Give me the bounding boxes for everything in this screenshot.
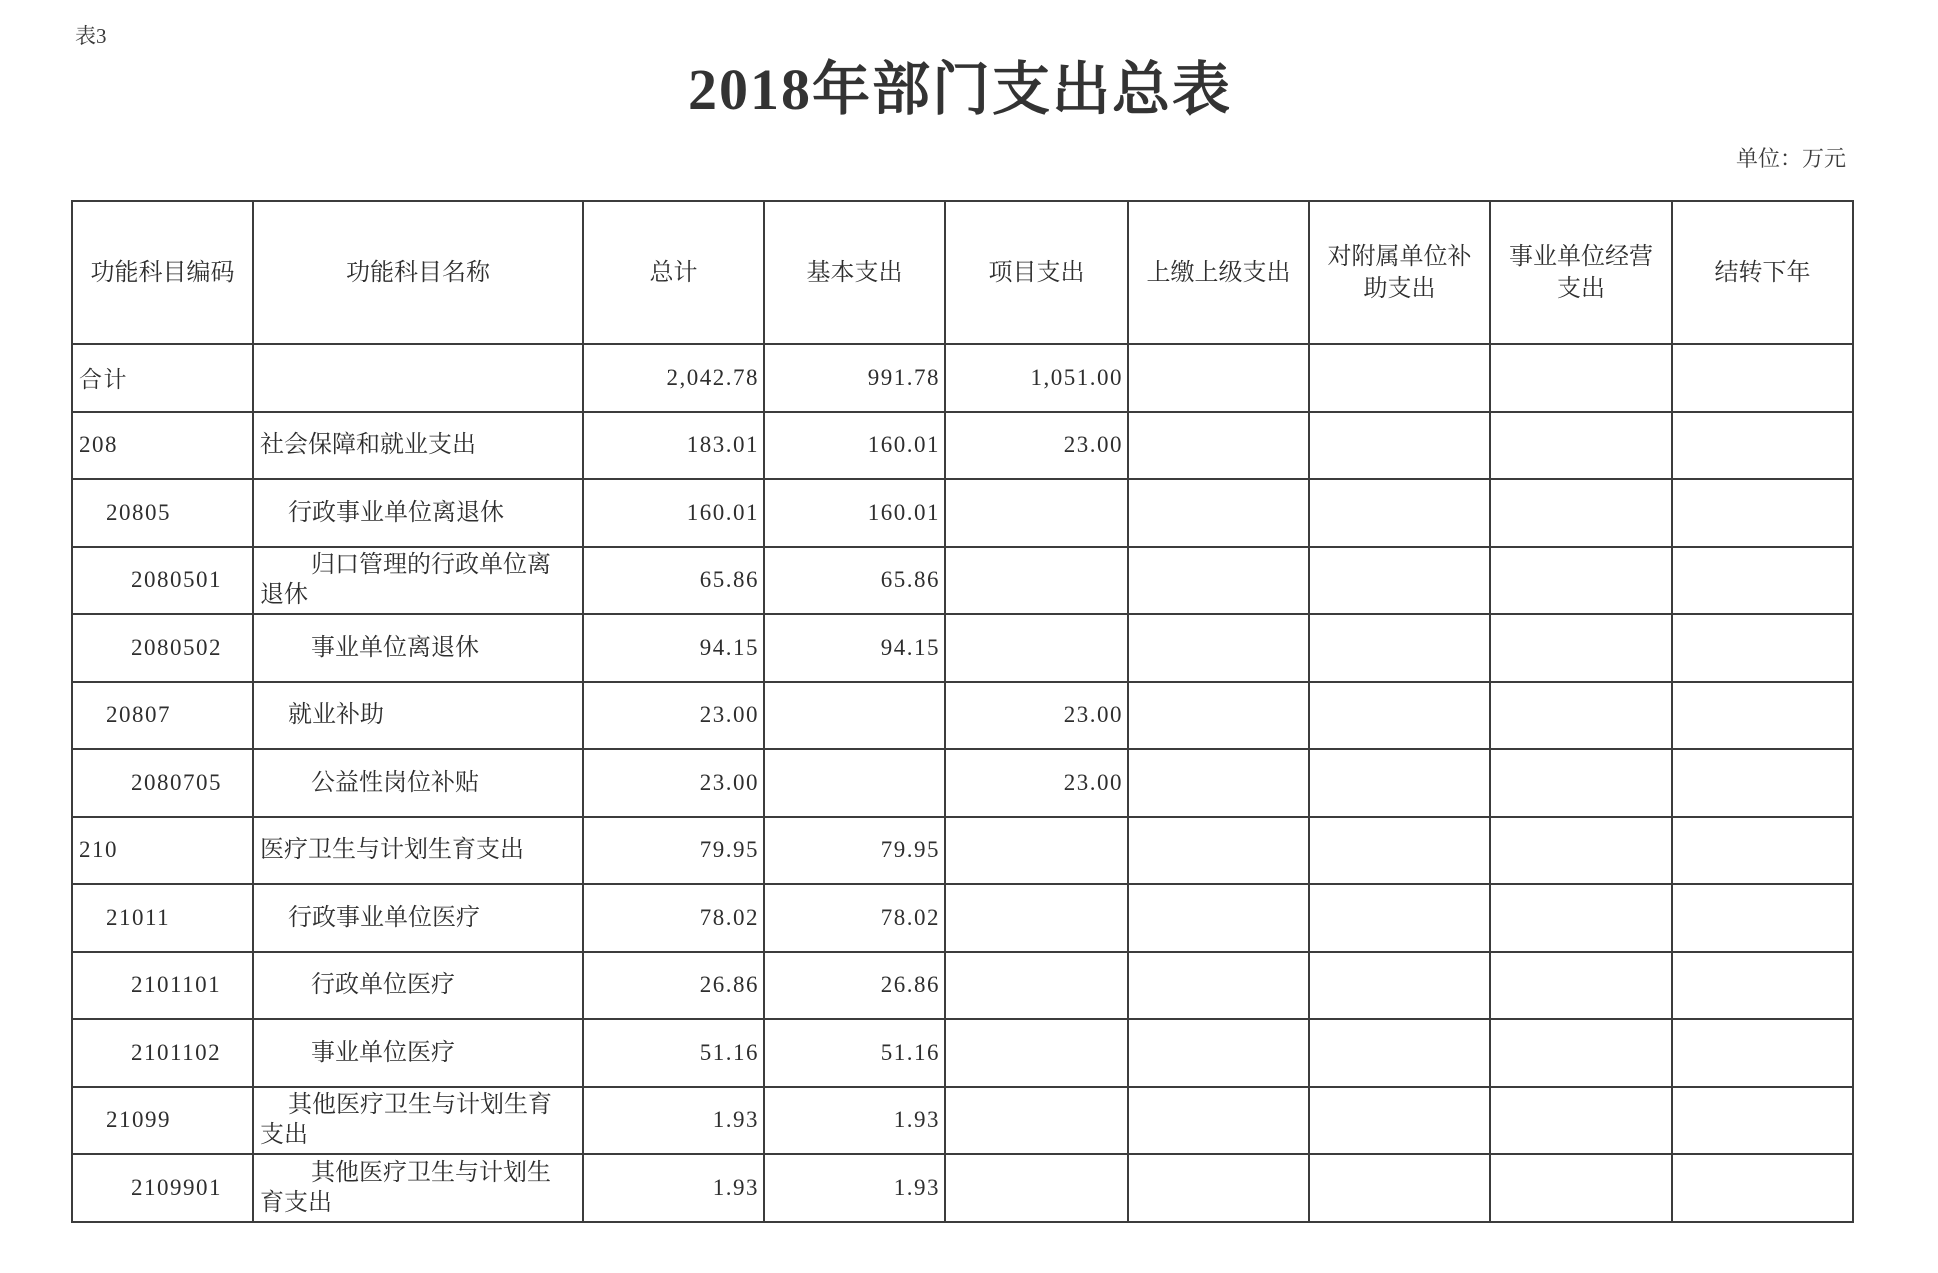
cell-function-name: 公益性岗位补贴 [253,749,583,817]
cell-function-code: 210 [72,817,253,885]
cell-subsidy-to-affiliates [1309,479,1490,547]
cell-project-expenditure [945,1154,1128,1222]
cell-total: 65.86 [583,547,764,615]
cell-business-expenditure [1490,614,1672,682]
cell-function-name: 行政事业单位医疗 [253,884,583,952]
cell-basic-expenditure: 79.95 [764,817,945,885]
header-total-label: 总计 [649,259,698,286]
cell-remit-to-superior [1128,1019,1309,1087]
cell-carryover [1672,412,1853,480]
cell-basic-expenditure: 51.16 [764,1019,945,1087]
cell-project-expenditure [945,1019,1128,1087]
cell-basic-expenditure: 160.01 [764,479,945,547]
cell-basic-expenditure: 26.86 [764,952,945,1020]
header-total [583,201,764,344]
cell-function-code: 2080705 [72,749,253,817]
header-business-expenditure-label: 事业单位经营支出 [1508,243,1653,302]
cell-total: 79.95 [583,817,764,885]
cell-remit-to-superior [1128,614,1309,682]
cell-subsidy-to-affiliates [1309,1019,1490,1087]
page-title: 2018年部门支出总表 [687,57,1232,122]
cell-function-code: 2101102 [72,1019,253,1087]
cell-total: 94.15 [583,614,764,682]
cell-function-code: 2101101 [72,952,253,1020]
cell-business-expenditure [1490,1154,1672,1222]
header-function-code [72,201,253,344]
header-basic-expenditure-label: 基本支出 [806,259,903,286]
cell-basic-expenditure: 94.15 [764,614,945,682]
cell-function-name: 社会保障和就业支出 [253,412,583,480]
cell-carryover [1672,344,1853,412]
cell-remit-to-superior [1128,682,1309,750]
header-carryover-label: 结转下年 [1714,259,1811,286]
cell-project-expenditure [945,952,1128,1020]
cell-total: 1.93 [583,1154,764,1222]
cell-total: 1.93 [583,1087,764,1155]
header-carryover [1672,201,1853,344]
cell-carryover [1672,884,1853,952]
header-remit-to-superior [1128,201,1309,344]
cell-carryover [1672,1087,1853,1155]
cell-remit-to-superior [1128,344,1309,412]
cell-remit-to-superior [1128,884,1309,952]
table-row [72,1087,1853,1155]
cell-subsidy-to-affiliates [1309,344,1490,412]
table-row [72,614,1853,682]
table-row [72,884,1853,952]
header-subsidy-to-affiliates-label: 对附属单位补助支出 [1327,243,1472,302]
cell-subsidy-to-affiliates [1309,1087,1490,1155]
header-function-name [253,201,583,344]
header-business-expenditure [1490,201,1672,344]
cell-carryover [1672,614,1853,682]
cell-project-expenditure: 23.00 [945,682,1128,750]
unit-label: 单位：万元 [1735,146,1846,171]
cell-business-expenditure [1490,412,1672,480]
cell-remit-to-superior [1128,479,1309,547]
cell-function-name: 归口管理的行政单位离退休 [253,547,583,615]
cell-subsidy-to-affiliates [1309,614,1490,682]
table-row [72,547,1853,615]
cell-function-code: 2080502 [72,614,253,682]
cell-subsidy-to-affiliates [1309,952,1490,1020]
table-row [72,682,1853,750]
cell-total: 51.16 [583,1019,764,1087]
cell-basic-expenditure [764,749,945,817]
cell-subsidy-to-affiliates [1309,884,1490,952]
cell-business-expenditure [1490,479,1672,547]
cell-remit-to-superior [1128,1154,1309,1222]
cell-project-expenditure [945,479,1128,547]
cell-carryover [1672,547,1853,615]
cell-total: 160.01 [583,479,764,547]
cell-function-code: 2109901 [72,1154,253,1222]
cell-total: 26.86 [583,952,764,1020]
header-function-code-label: 功能科目编码 [90,259,235,286]
table-row [72,952,1853,1020]
cell-function-name: 事业单位离退休 [253,614,583,682]
cell-subsidy-to-affiliates [1309,817,1490,885]
cell-remit-to-superior [1128,547,1309,615]
header-project-expenditure-label: 项目支出 [988,259,1085,286]
cell-function-name: 就业补助 [253,682,583,750]
table-row [72,344,1853,412]
cell-subsidy-to-affiliates [1309,412,1490,480]
cell-subsidy-to-affiliates [1309,547,1490,615]
cell-business-expenditure [1490,1019,1672,1087]
header-project-expenditure [945,201,1128,344]
cell-total: 23.00 [583,682,764,750]
cell-carryover [1672,1154,1853,1222]
cell-carryover [1672,817,1853,885]
cell-basic-expenditure: 65.86 [764,547,945,615]
cell-project-expenditure [945,547,1128,615]
header-row [72,201,1853,344]
cell-business-expenditure [1490,682,1672,750]
cell-remit-to-superior [1128,412,1309,480]
table-row [72,1019,1853,1087]
cell-remit-to-superior [1128,749,1309,817]
header-remit-to-superior-label: 上缴上级支出 [1146,259,1291,286]
cell-function-code: 21099 [72,1087,253,1155]
cell-project-expenditure: 23.00 [945,412,1128,480]
table-number-label: 表3 [75,24,107,48]
cell-subsidy-to-affiliates [1309,749,1490,817]
cell-business-expenditure [1490,749,1672,817]
cell-function-code: 20807 [72,682,253,750]
table-row [72,817,1853,885]
expenditure-table [71,200,1854,1223]
cell-total: 23.00 [583,749,764,817]
cell-project-expenditure [945,884,1128,952]
cell-basic-expenditure: 78.02 [764,884,945,952]
cell-project-expenditure [945,614,1128,682]
cell-project-expenditure: 23.00 [945,749,1128,817]
cell-business-expenditure [1490,344,1672,412]
cell-project-expenditure [945,1087,1128,1155]
cell-function-name: 行政单位医疗 [253,952,583,1020]
table-row [72,749,1853,817]
cell-business-expenditure [1490,547,1672,615]
cell-business-expenditure [1490,1087,1672,1155]
cell-function-code: 21011 [72,884,253,952]
cell-business-expenditure [1490,884,1672,952]
cell-carryover [1672,749,1853,817]
header-subsidy-to-affiliates [1309,201,1490,344]
cell-basic-expenditure: 991.78 [764,344,945,412]
cell-basic-expenditure: 1.93 [764,1154,945,1222]
cell-project-expenditure [945,817,1128,885]
cell-function-name: 其他医疗卫生与计划生育支出 [253,1087,583,1155]
cell-total: 183.01 [583,412,764,480]
cell-business-expenditure [1490,817,1672,885]
cell-remit-to-superior [1128,817,1309,885]
cell-total: 2,042.78 [583,344,764,412]
cell-business-expenditure [1490,952,1672,1020]
cell-basic-expenditure [764,682,945,750]
cell-total: 78.02 [583,884,764,952]
cell-basic-expenditure: 160.01 [764,412,945,480]
cell-carryover [1672,479,1853,547]
cell-function-code: 合计 [72,344,253,412]
cell-function-code: 2080501 [72,547,253,615]
cell-function-name [253,344,583,412]
cell-function-name: 事业单位医疗 [253,1019,583,1087]
cell-remit-to-superior [1128,1087,1309,1155]
cell-function-code: 20805 [72,479,253,547]
table-row [72,412,1853,480]
cell-carryover [1672,682,1853,750]
cell-function-name: 医疗卫生与计划生育支出 [253,817,583,885]
table-row [72,479,1853,547]
cell-function-name: 行政事业单位离退休 [253,479,583,547]
cell-carryover [1672,1019,1853,1087]
table-row [72,1154,1853,1222]
cell-function-name: 其他医疗卫生与计划生育支出 [253,1154,583,1222]
header-basic-expenditure [764,201,945,344]
cell-subsidy-to-affiliates [1309,1154,1490,1222]
cell-remit-to-superior [1128,952,1309,1020]
cell-project-expenditure: 1,051.00 [945,344,1128,412]
cell-carryover [1672,952,1853,1020]
cell-subsidy-to-affiliates [1309,682,1490,750]
header-function-name-label: 功能科目名称 [345,259,490,286]
cell-basic-expenditure: 1.93 [764,1087,945,1155]
cell-function-code: 208 [72,412,253,480]
